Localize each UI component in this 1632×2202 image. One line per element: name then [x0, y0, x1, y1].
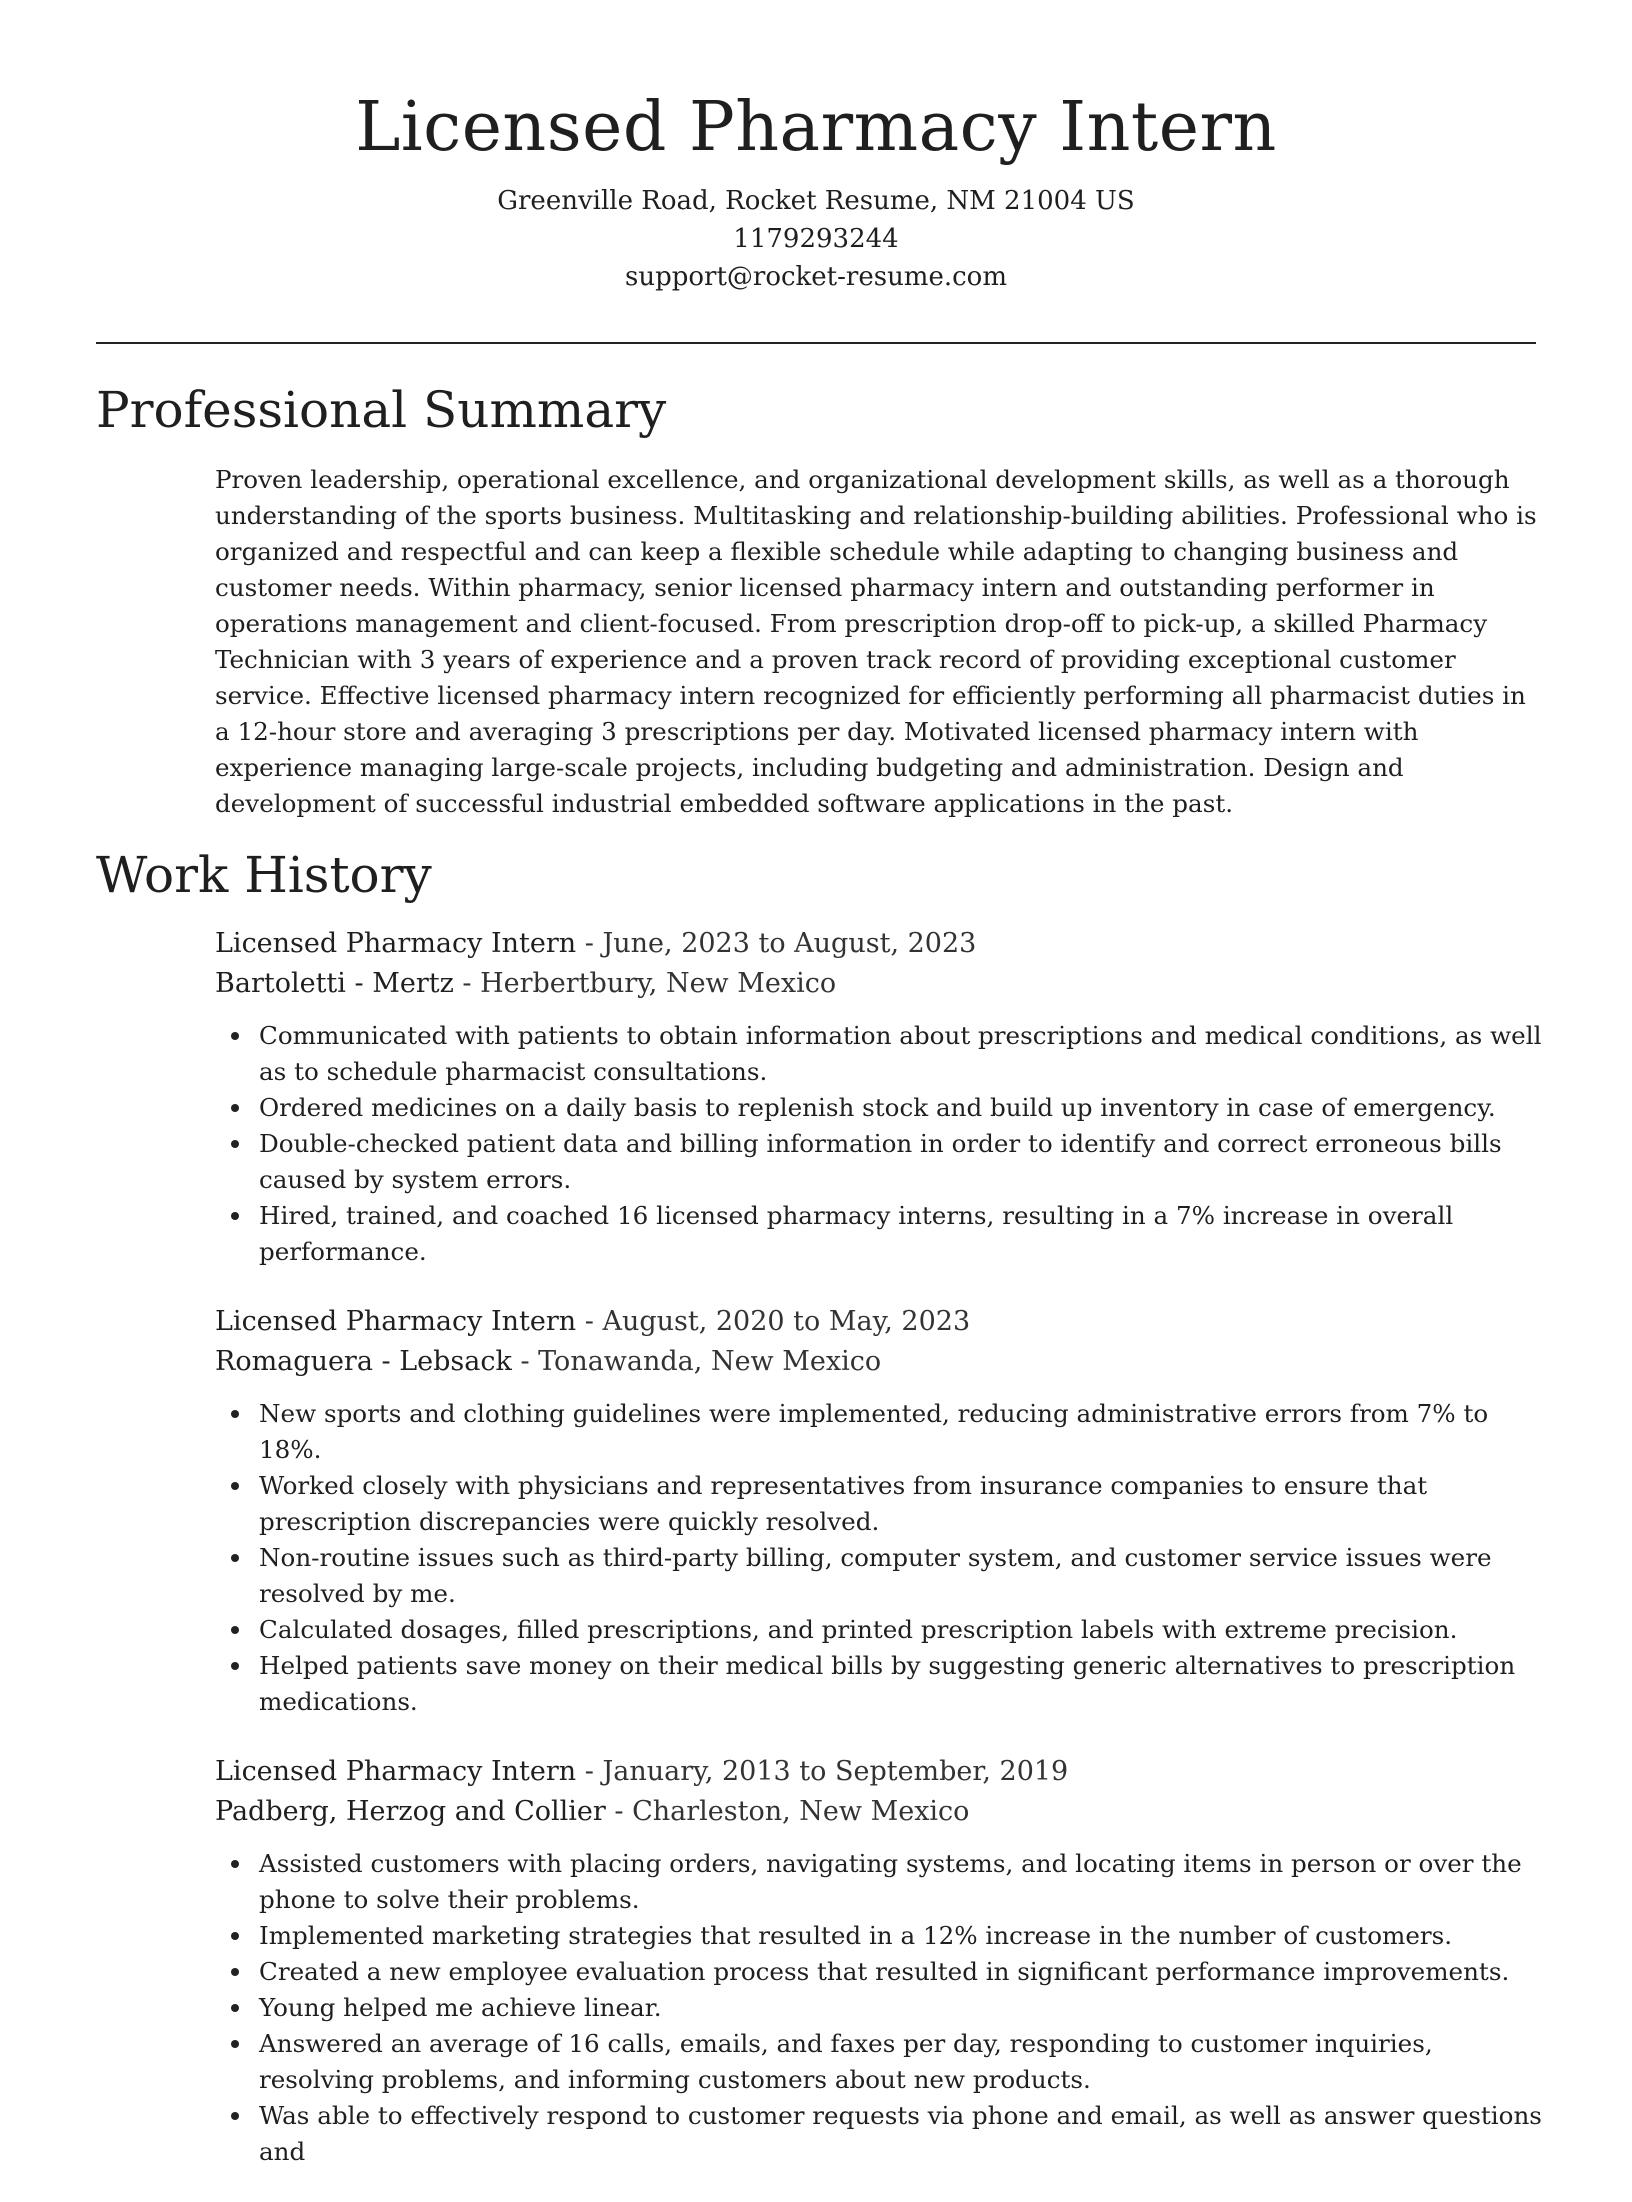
job-role: Licensed Pharmacy Intern [215, 928, 577, 959]
job-entry [215, 924, 1545, 1270]
job-bullets [215, 1018, 1545, 1270]
job-entry [215, 1752, 1545, 2170]
job-dates: - January, 2013 to September, 2019 [576, 1756, 1069, 1787]
job-location: - Herbertbury, New Mexico [453, 968, 837, 999]
job-bullet: Worked closely with physicians and representatives from insurance companies to ensure that prescription discrepancies were quickly resolved. [259, 1468, 1545, 1540]
contact-address: Greenville Road, Rocket Resume, NM 21004 US [497, 186, 1135, 216]
job-location: - Charleston, New Mexico [605, 1796, 970, 1827]
contact-block [96, 182, 1536, 296]
resume-name: Licensed Pharmacy Intern [355, 88, 1277, 167]
job-location: - Tonawanda, New Mexico [511, 1346, 882, 1377]
job-bullet: Helped patients save money on their medical bills by suggesting generic alternatives to prescription medications. [259, 1648, 1545, 1720]
job-bullets [215, 1396, 1545, 1720]
job-bullet: New sports and clothing guidelines were implemented, reducing administrative errors from 7% to 18%. [259, 1396, 1545, 1468]
job-bullet: Answered an average of 16 calls, emails, and faxes per day, responding to customer inquiries, resolving problems, and informing customers about new products. [259, 2026, 1545, 2098]
job-bullet: Ordered medicines on a daily basis to replenish stock and build up inventory in case of emergency. [259, 1090, 1545, 1126]
work-history-list [215, 924, 1545, 2202]
job-bullet: Calculated dosages, filled prescriptions, and printed prescription labels with extreme precision. [259, 1612, 1545, 1648]
job-company-line [215, 964, 1545, 1004]
job-role: Licensed Pharmacy Intern [215, 1756, 577, 1787]
job-bullets [215, 1846, 1545, 2170]
job-bullet: Hired, trained, and coached 16 licensed pharmacy interns, resulting in a 7% increase in overall performance. [259, 1198, 1545, 1270]
job-role: Licensed Pharmacy Intern [215, 1306, 577, 1337]
job-bullet: Assisted customers with placing orders, navigating systems, and locating items in person or over the phone to solve their problems. [259, 1846, 1545, 1918]
job-dates: - August, 2020 to May, 2023 [576, 1306, 971, 1337]
header-divider [96, 342, 1536, 344]
contact-phone: 1179293244 [733, 224, 899, 254]
job-entry [215, 1302, 1545, 1720]
job-title-line [215, 1302, 1545, 1342]
job-company: Romaguera - Lebsack [215, 1346, 512, 1377]
summary-text: Proven leadership, operational excellence, and organizational development skills, as well as a thorough understanding of the sports business. Multitasking and relationship-building abilities. Professional who is organized and respectful and can keep a flexible schedule while adapting to changing business and customer needs. Within pharmacy, senior licensed pharmacy intern and outstanding performer in operations management and client-focused. From prescription drop-off to pick-up, a skilled Pharmacy Technician with 3 years of experience and a proven track record of providing exceptional customer service. Effective licensed pharmacy intern recognized for efficiently performing all pharmacist duties in a 12-hour store and averaging 3 prescriptions per day. Motivated licensed pharmacy intern with experience managing large-scale projects, including budgeting and administration. Design and development of successful industrial embedded software applications in the past. [215, 465, 1537, 818]
contact-email: support@rocket-resume.com [624, 262, 1007, 292]
job-title-line [215, 924, 1545, 964]
job-company-line [215, 1342, 1545, 1382]
job-company-line [215, 1792, 1545, 1832]
job-bullet: Implemented marketing strategies that resulted in a 12% increase in the number of customers. [259, 1918, 1545, 1954]
job-dates: - June, 2023 to August, 2023 [576, 928, 977, 959]
job-title-line [215, 1752, 1545, 1792]
job-bullet: Communicated with patients to obtain information about prescriptions and medical conditions, as well as to schedule pharmacist consultations. [259, 1018, 1545, 1090]
job-bullet: Was able to effectively respond to customer requests via phone and email, as well as answer questions and [259, 2098, 1545, 2170]
job-company: Bartoletti - Mertz [215, 968, 454, 999]
job-bullet: Double-checked patient data and billing information in order to identify and correct erroneous bills caused by system errors. [259, 1126, 1545, 1198]
job-company: Padberg, Herzog and Collier [215, 1796, 606, 1827]
work-history-heading: Work History [96, 846, 432, 904]
job-bullet: Young helped me achieve linear. [259, 1990, 1545, 2026]
resume-header [96, 80, 1536, 296]
summary-heading: Professional Summary [96, 381, 667, 439]
job-bullet: Non-routine issues such as third-party billing, computer system, and customer service issues were resolved by me. [259, 1540, 1545, 1612]
job-bullet: Created a new employee evaluation process that resulted in significant performance improvements. [259, 1954, 1545, 1990]
